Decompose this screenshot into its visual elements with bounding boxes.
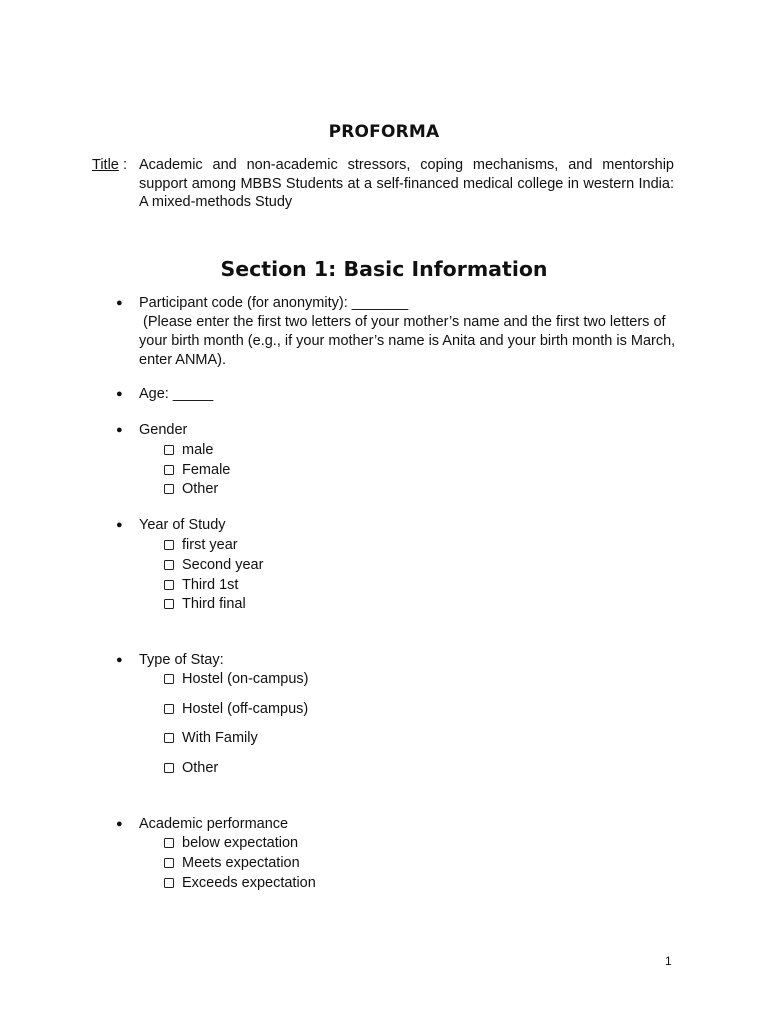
checkbox-icon[interactable] <box>164 540 174 550</box>
page-number: 1 <box>665 954 672 968</box>
year-option-first-year[interactable] <box>164 536 238 555</box>
participant-code-label: Participant code (for anonymity): _______ <box>139 295 409 311</box>
option-label: Third 1st <box>182 577 239 593</box>
checkbox-icon[interactable] <box>164 484 174 494</box>
bullet-icon: ● <box>116 388 123 400</box>
year-option-third-1st[interactable] <box>164 576 238 595</box>
document-heading: PROFORMA <box>328 122 440 142</box>
option-label: first year <box>182 537 238 553</box>
year-option-third-final[interactable] <box>164 595 246 614</box>
checkbox-icon[interactable] <box>164 763 174 773</box>
title-text: Academic and non-academic stressors, coping mechanisms, and mentorship support among MBBS Students at a self-financed medical college in western India: A mixed-methods Study <box>139 157 674 210</box>
gender-option-male[interactable] <box>164 441 213 460</box>
checkbox-icon[interactable] <box>164 580 174 590</box>
option-label: Third final <box>182 596 246 612</box>
stay-option-hostel-off-campus[interactable] <box>164 700 308 719</box>
option-label: With Family <box>182 730 258 746</box>
checkbox-icon[interactable] <box>164 733 174 743</box>
bullet-icon: ● <box>116 424 123 436</box>
option-label: Hostel (off-campus) <box>182 701 309 717</box>
checkbox-icon[interactable] <box>164 445 174 455</box>
gender-item <box>116 421 676 440</box>
stay-option-other[interactable] <box>164 759 218 778</box>
performance-option-below[interactable] <box>164 834 298 853</box>
title-colon: : <box>123 157 128 173</box>
age-label: Age: _____ <box>139 386 214 402</box>
performance-option-exceeds[interactable] <box>164 874 316 893</box>
academic-performance-label: Academic performance <box>139 816 289 832</box>
bullet-icon: ● <box>116 519 123 531</box>
checkbox-icon[interactable] <box>164 878 174 888</box>
checkbox-icon[interactable] <box>164 599 174 609</box>
section-heading: Section 1: Basic Information <box>220 257 548 281</box>
gender-option-other[interactable] <box>164 480 218 499</box>
year-option-second-year[interactable] <box>164 556 263 575</box>
stay-option-with-family[interactable] <box>164 729 258 748</box>
gender-label: Gender <box>139 422 188 438</box>
type-of-stay-label: Type of Stay: <box>139 652 224 668</box>
checkbox-icon[interactable] <box>164 674 174 684</box>
option-label: Hostel (on-campus) <box>182 671 309 687</box>
academic-performance-item <box>116 815 676 834</box>
option-label: Exceeds expectation <box>182 875 316 891</box>
age-item <box>116 385 676 404</box>
option-label: male <box>182 442 214 458</box>
option-label: Meets expectation <box>182 855 300 871</box>
bullet-icon: ● <box>116 654 123 666</box>
title-label: Title <box>92 157 119 173</box>
option-label: Other <box>182 760 219 776</box>
type-of-stay-item <box>116 651 676 670</box>
checkbox-icon[interactable] <box>164 560 174 570</box>
checkbox-icon[interactable] <box>164 465 174 475</box>
stay-option-hostel-on-campus[interactable] <box>164 670 309 689</box>
checkbox-icon[interactable] <box>164 838 174 848</box>
option-label: Female <box>182 462 231 478</box>
checkbox-icon[interactable] <box>164 704 174 714</box>
gender-option-female[interactable] <box>164 461 230 480</box>
option-label: Other <box>182 481 219 497</box>
bullet-icon: ● <box>116 818 123 830</box>
bullet-icon: ● <box>116 297 123 309</box>
year-of-study-label: Year of Study <box>139 517 226 533</box>
option-label: Second year <box>182 557 264 573</box>
study-title <box>92 156 674 212</box>
year-of-study-item <box>116 516 676 535</box>
performance-option-meets[interactable] <box>164 854 300 873</box>
participant-code-item <box>116 294 680 370</box>
option-label: below expectation <box>182 835 299 851</box>
participant-code-note: (Please enter the first two letters of your mother’s name and the first two letters of your birth month (e.g., if your mother’s name is Anita and your birth month is March, enter ANMA). <box>139 314 680 368</box>
checkbox-icon[interactable] <box>164 858 174 868</box>
